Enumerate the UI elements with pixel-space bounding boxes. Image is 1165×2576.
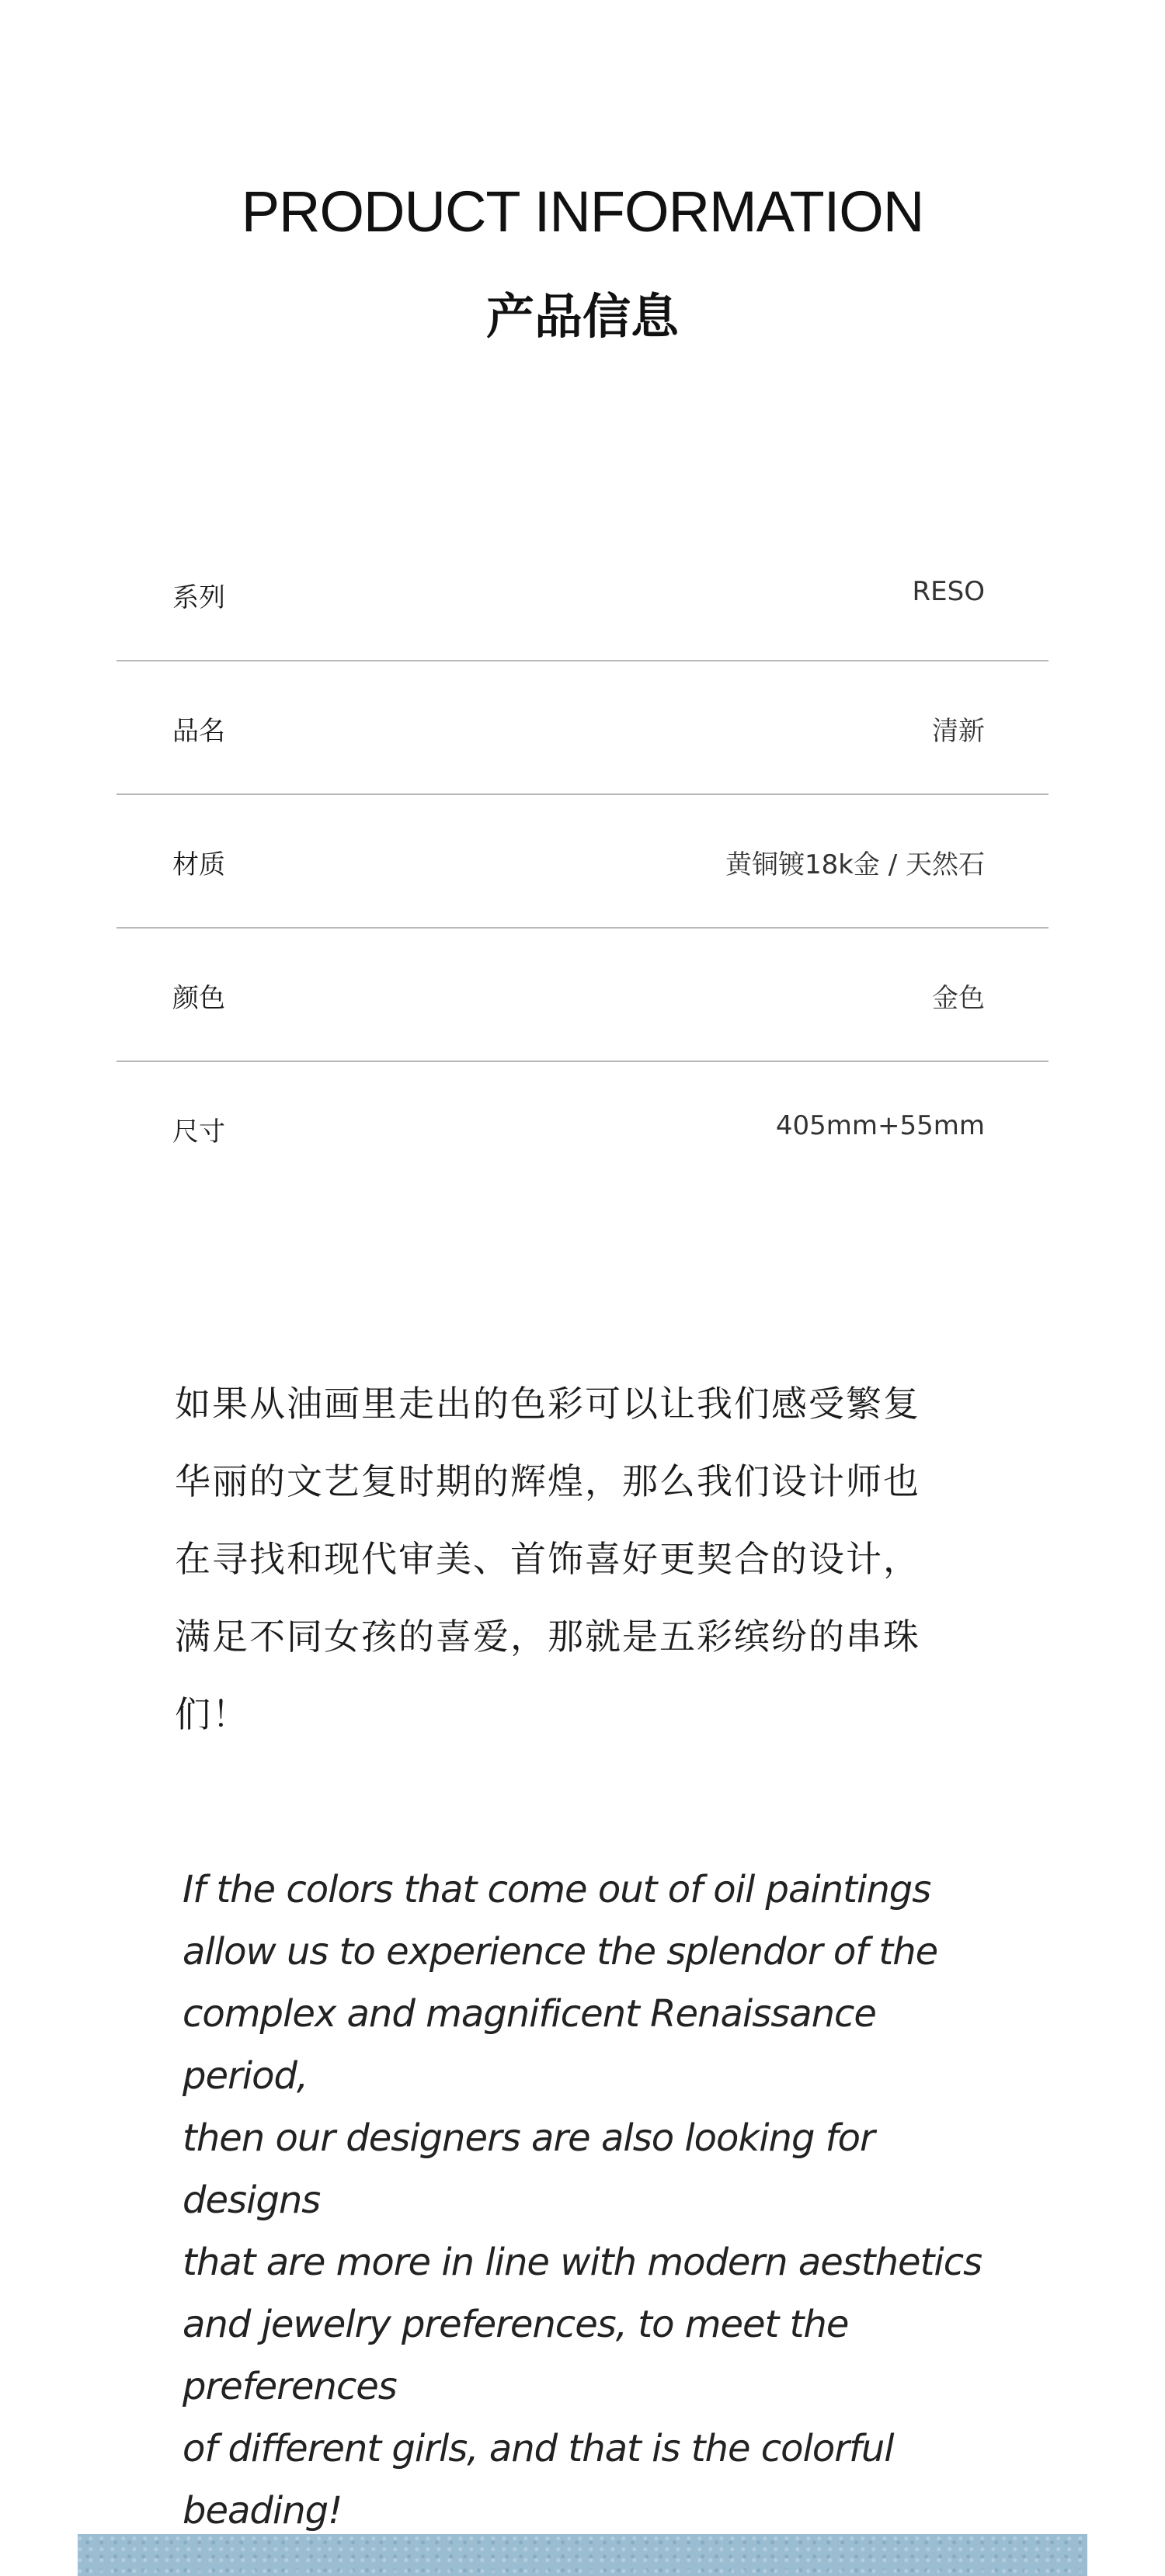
spec-label: 品名 [172,716,225,747]
spec-row-name [116,661,1048,795]
spec-value: 清新 [932,716,985,747]
description-line: complex and magnificent Renaissance period, [183,1992,876,2098]
spec-value: 黄铜镀18k金 / 天然石 [725,849,985,880]
spec-label: 颜色 [172,983,225,1014]
page-title-cn: 产品信息 [485,288,679,345]
spec-row-color [116,929,1048,1062]
description-english [183,1859,1006,2542]
description-line: of different girls, and that is the colorful beading! [183,2427,894,2533]
description-line: allow us to experience the splendor of the [183,1930,938,1974]
product-spec-table [116,528,1048,1196]
description-line: 华丽的文艺复时期的辉煌，那么我们设计师也 [175,1460,920,1502]
description-line: If the colors that come out of oil paintings [183,1868,931,1911]
spec-row-material [116,795,1048,929]
description-chinese [175,1365,990,1753]
spec-row-series [116,528,1048,661]
spec-label: 尺寸 [172,1116,225,1147]
spec-row-size [116,1062,1048,1196]
description-line: that are more in line with modern aesthetics [183,2241,982,2284]
spec-value: 405mm+55mm [775,1110,985,1141]
spec-value: 金色 [932,983,985,1014]
description-line: 如果从油画里走出的色彩可以让我们感受繁复 [175,1383,920,1425]
description-line: and jewelry preferences, to meet the preferences [183,2303,849,2408]
description-line: 满足不同女孩的喜爱，那就是五彩缤纷的串珠 [175,1616,920,1658]
product-photo-top-edge [78,2534,1087,2576]
page-title-en: PRODUCT INFORMATION [241,179,924,244]
description-line: 在寻找和现代审美、首饰喜好更契合的设计， [175,1538,920,1580]
spec-value: RESO [912,576,985,607]
spec-label: 系列 [172,582,225,613]
description-line: 们！ [175,1693,249,1735]
description-line: then our designers are also looking for designs [183,2116,875,2222]
spec-label: 材质 [172,849,225,880]
